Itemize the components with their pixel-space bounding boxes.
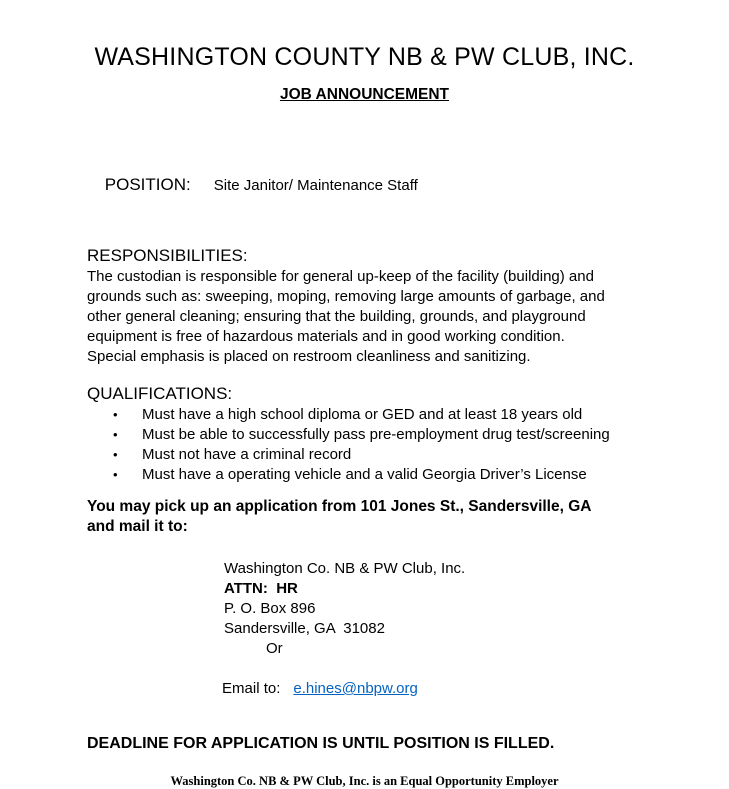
qualification-text: Must not have a criminal record	[142, 446, 352, 463]
application-instructions	[87, 497, 642, 537]
email-link[interactable]: e.hines@nbpw.org	[293, 680, 418, 697]
qualifications-section	[87, 383, 642, 485]
responsibilities-section	[87, 245, 642, 367]
responsibilities-text-line: equipment is free of hazardous materials and in good working condition.	[87, 328, 565, 345]
address-city-state-zip: Sandersville, GA 31082	[224, 620, 385, 637]
responsibilities-heading: RESPONSIBILITIES:	[87, 246, 248, 265]
equal-opportunity-footer: Washington Co. NB & PW Club, Inc. is an Equal Opportunity Employer	[170, 774, 559, 788]
qualification-item	[87, 465, 642, 485]
position-label: POSITION:	[104, 175, 191, 194]
qualification-item	[87, 425, 642, 445]
deadline-text: DEADLINE FOR APPLICATION IS UNTIL POSITION IS FILLED.	[87, 735, 555, 752]
address-org: Washington Co. NB & PW Club, Inc.	[224, 560, 466, 577]
document-subtitle: JOB ANNOUNCEMENT	[279, 86, 450, 103]
email-label: Email to:	[222, 680, 281, 697]
document-subtitle-row	[87, 85, 642, 105]
address-attn: ATTN: HR	[224, 580, 298, 597]
qualification-item	[87, 445, 642, 465]
bullet-icon: •	[113, 407, 118, 422]
application-instructions-line: and mail it to:	[87, 518, 188, 535]
application-instructions-line: You may pick up an application from 101 Jones St., Sandersville, GA	[87, 498, 592, 515]
address-po-box: P. O. Box 896	[224, 600, 316, 617]
responsibilities-text-line: The custodian is responsible for general up-keep of the facility (building) and	[87, 268, 594, 285]
bullet-icon: •	[113, 447, 118, 462]
bullet-icon: •	[113, 467, 118, 482]
qualification-text: Must have a operating vehicle and a valid Georgia Driver’s License	[142, 466, 587, 483]
document-title: WASHINGTON COUNTY NB & PW CLUB, INC.	[94, 43, 635, 71]
qualifications-heading: QUALIFICATIONS:	[87, 384, 233, 403]
responsibilities-text-line: other general cleaning; ensuring that the building, grounds, and playground	[87, 308, 586, 325]
responsibilities-text-line: Special emphasis is placed on restroom cleanliness and sanitizing.	[87, 348, 531, 365]
responsibilities-text-line: grounds such as: sweeping, moping, removing large amounts of garbage, and	[87, 288, 605, 305]
qualification-item	[87, 405, 642, 425]
qualification-text: Must have a high school diploma or GED and at least 18 years old	[142, 406, 583, 423]
position-value: Site Janitor/ Maintenance Staff	[213, 177, 418, 194]
mailing-address-block	[87, 559, 642, 719]
bullet-icon: •	[113, 427, 118, 442]
email-row	[197, 659, 642, 719]
address-or: Or	[266, 640, 283, 657]
qualification-text: Must be able to successfully pass pre-employment drug test/screening	[142, 426, 610, 443]
position-row	[87, 152, 642, 219]
